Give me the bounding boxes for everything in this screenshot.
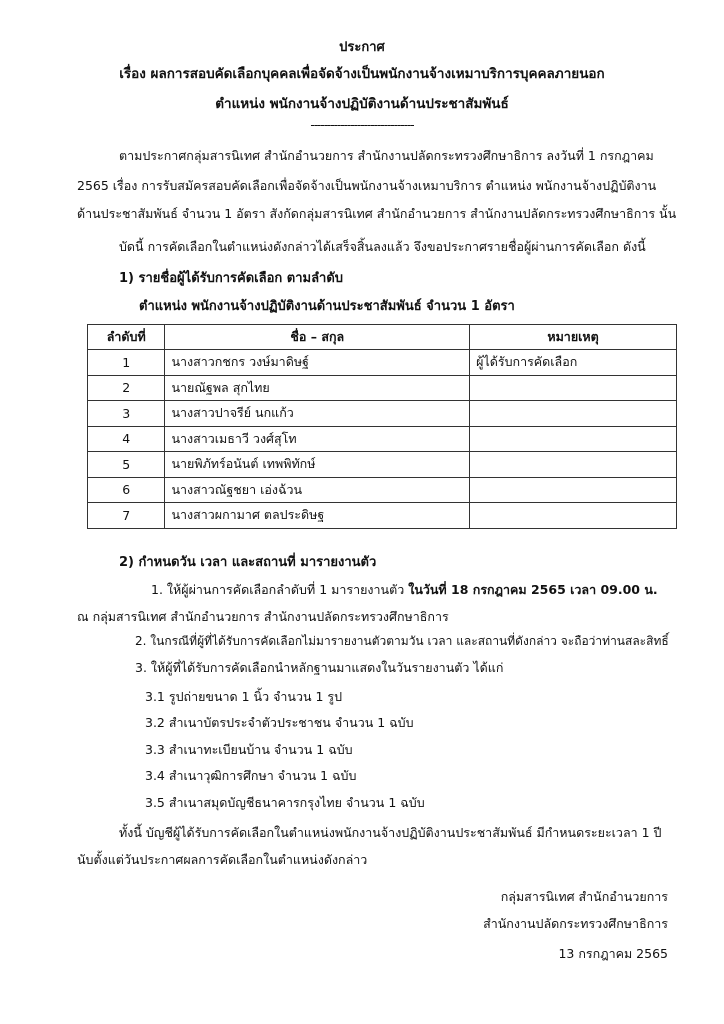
section1-heading: 1) รายชื่อผู้ได้รับการคัดเลือก ตามลำดับ <box>119 271 344 286</box>
row-order: 2 <box>88 375 165 401</box>
row-order: 5 <box>88 452 165 478</box>
row-name: นายพิภัทร์อนันต์ เทพพิทักษ์ <box>165 452 470 478</box>
table-row <box>88 375 677 401</box>
intro-line-3: ด้านประชาสัมพันธ์ จำนวน 1 อัตรา สังกัดกลุ่มสารนิเทศ สำนักอำนวยการ สำนักงานปลัดกระทรวงศึกษาธิการ นั้น <box>77 206 677 221</box>
signature-office: สำนักงานปลัดกระทรวงศึกษาธิการ <box>483 916 668 931</box>
announcement-subject: เรื่อง ผลการสอบคัดเลือกบุคคลเพื่อจัดจ้างเป็นพนักงานจ้างเหมาบริการบุคคลภายนอก <box>119 66 605 82</box>
intro-line-2: 2565 เรื่อง การรับสมัครสอบคัดเลือกเพื่อจัดจ้างเป็นพนักงานจ้างเหมาบริการ ตำแหน่ง พนักงานจ้างปฏิบัติงาน <box>77 178 657 193</box>
document-item: 3.1 รูปถ่ายขนาด 1 นิ้ว จำนวน 1 รูป <box>145 689 343 704</box>
document-item: 3.4 สำเนาวุฒิการศึกษา จำนวน 1 ฉบับ <box>145 768 357 783</box>
report-item-3: 3. ให้ผู้ที่ได้รับการคัดเลือกนำหลักฐานมาแสดงในวันรายงานตัว ได้แก่ <box>135 660 504 675</box>
table-row <box>88 401 677 427</box>
row-order: 7 <box>88 503 165 529</box>
row-remark <box>470 503 677 529</box>
report-item-1 <box>151 580 658 600</box>
row-name: นางสาวเมธาวี วงศ์สุโท <box>165 426 470 452</box>
row-name: นายณัฐพล สุกไทย <box>165 375 470 401</box>
document-item: 3.5 สำเนาสมุดบัญชีธนาคารกรุงไทย จำนวน 1 ฉบับ <box>145 795 425 810</box>
row-name: นางสาวณัฐชยา เอ่งฉ้วน <box>165 477 470 503</box>
document-item: 3.3 สำเนาทะเบียนบ้าน จำนวน 1 ฉบับ <box>145 742 353 757</box>
table-row <box>88 350 677 376</box>
table-row <box>88 503 677 529</box>
document-item: 3.2 สำเนาบัตรประจำตัวประชาชน จำนวน 1 ฉบับ <box>145 715 414 730</box>
header-remark: หมายเหตุ <box>470 325 677 350</box>
row-remark <box>470 401 677 427</box>
closing-line-2: นับตั้งแต่วันประกาศผลการคัดเลือกในตำแหน่งดังกล่าว <box>77 852 368 867</box>
report-item-1-location: ณ กลุ่มสารนิเทศ สำนักอำนวยการ สำนักงานปลัดกระทรวงศึกษาธิการ <box>77 609 449 624</box>
row-remark: ผู้ได้รับการคัดเลือก <box>470 350 677 376</box>
signature-org: กลุ่มสารนิเทศ สำนักอำนวยการ <box>500 889 668 904</box>
report-item-1-text: 1. ให้ผู้ผ่านการคัดเลือกลำดับที่ 1 มารายงานตัว <box>151 582 409 597</box>
row-order: 1 <box>88 350 165 376</box>
row-name: นางสาวผกามาศ ตลประดิษฐ <box>165 503 470 529</box>
section1-subheading: ตำแหน่ง พนักงานจ้างปฏิบัติงานด้านประชาสัมพันธ์ จำนวน 1 อัตรา <box>139 299 515 314</box>
row-remark <box>470 375 677 401</box>
row-remark <box>470 426 677 452</box>
signature-date: 13 กรกฎาคม 2565 <box>558 946 668 961</box>
row-order: 3 <box>88 401 165 427</box>
header-order: ลำดับที่ <box>88 325 165 350</box>
row-name: นางสาวปาจรีย์ นกแก้ว <box>165 401 470 427</box>
row-order: 6 <box>88 477 165 503</box>
announcement-position: ตำแหน่ง พนักงานจ้างปฏิบัติงานด้านประชาสัมพันธ์ <box>215 96 509 112</box>
intro-line-1: ตามประกาศกลุ่มสารนิเทศ สำนักอำนวยการ สำนักงานปลัดกระทรวงศึกษาธิการ ลงวันที่ 1 กรกฎาคม <box>119 148 654 163</box>
table-row <box>88 426 677 452</box>
row-remark <box>470 477 677 503</box>
announcement-title: ประกาศ <box>339 40 385 55</box>
results-table <box>87 324 677 529</box>
section2-heading: 2) กำหนดวัน เวลา และสถานที่ มารายงานตัว <box>119 555 377 570</box>
report-item-2: 2. ในกรณีที่ผู้ที่ได้รับการคัดเลือกไม่มารายงานตัวตามวัน เวลา และสถานที่ดังกล่าว จะถือว่าท่านสละสิทธิ์ <box>135 634 669 648</box>
report-date-time: ในวันที่ 18 กรกฎาคม 2565 เวลา 09.00 น. <box>408 582 658 597</box>
table-row <box>88 452 677 478</box>
row-name: นางสาวกชกร วงษ์มาดิษฐ์ <box>165 350 470 376</box>
row-remark <box>470 452 677 478</box>
header-name: ชื่อ – สกุล <box>165 325 470 350</box>
row-order: 4 <box>88 426 165 452</box>
table-row <box>88 477 677 503</box>
title-divider: ------------------------------- <box>310 118 414 132</box>
intro-line-4: บัดนี้ การคัดเลือกในตำแหน่งดังกล่าวได้เสร็จสิ้นลงแล้ว จึงขอประกาศรายชื่อผู้ผ่านการคัดเลือก ดังนี้ <box>119 239 646 254</box>
table-header-row <box>88 325 677 350</box>
closing-line-1: ทั้งนี้ บัญชีผู้ได้รับการคัดเลือกในตำแหน่งพนักงานจ้างปฏิบัติงานประชาสัมพันธ์ มีกำหนดระยะเวลา 1 ปี <box>119 825 662 840</box>
